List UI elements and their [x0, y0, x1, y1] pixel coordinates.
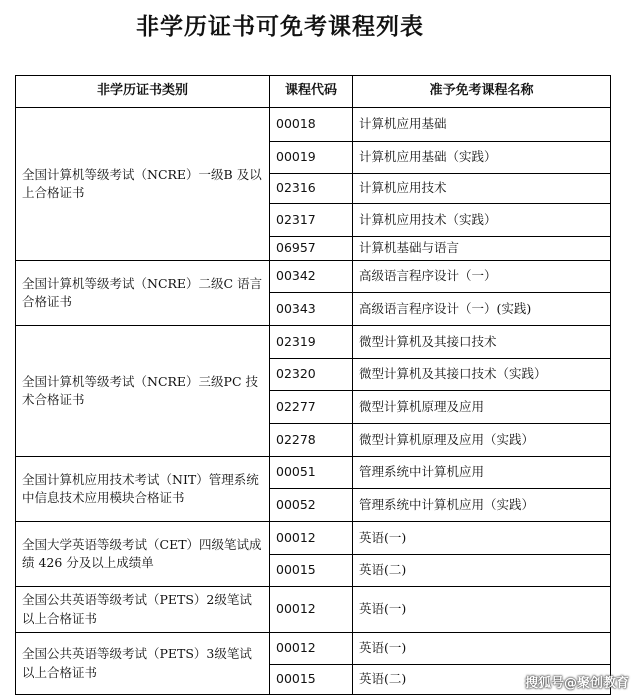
- course-name: 微型计算机及其接口技术（实践）: [353, 359, 611, 391]
- course-name: 英语(一): [353, 522, 611, 555]
- course-code: 00343: [270, 293, 353, 326]
- watermark: 搜狐号@聚创教育: [524, 676, 629, 691]
- certificate-category: 全国大学英语等级考试（CET）四级笔试成绩 426 分及以上成绩单: [16, 522, 270, 587]
- course-code: 06957: [270, 237, 353, 261]
- table-row: [16, 326, 611, 359]
- certificate-category: 全国计算机应用技术考试（NIT）管理系统中信息技术应用模块合格证书: [16, 457, 270, 522]
- course-name: 英语(二): [353, 555, 611, 587]
- course-code: 00019: [270, 142, 353, 174]
- table-row: [16, 587, 611, 633]
- course-name: 计算机应用技术（实践）: [353, 204, 611, 237]
- page-title: 非学历证书可免考课程列表: [136, 14, 424, 40]
- course-code: 00342: [270, 261, 353, 293]
- course-code: 02316: [270, 174, 353, 204]
- course-name: 微型计算机原理及应用: [353, 391, 611, 424]
- course-name: 管理系统中计算机应用: [353, 457, 611, 489]
- header-course: 准予免考课程名称: [353, 76, 611, 108]
- course-name: 计算机应用技术: [353, 174, 611, 204]
- table-row: [16, 522, 611, 555]
- course-code: 00015: [270, 555, 353, 587]
- course-name: 微型计算机及其接口技术: [353, 326, 611, 359]
- header-category: 非学历证书类别: [16, 76, 270, 108]
- course-code: 02277: [270, 391, 353, 424]
- certificate-category: 全国公共英语等级考试（PETS）3级笔试以上合格证书: [16, 633, 270, 695]
- table-row: [16, 457, 611, 489]
- course-name: 英语(二): [353, 665, 611, 695]
- table-row: [16, 261, 611, 293]
- course-name: 高级语言程序设计（一）: [353, 261, 611, 293]
- certificate-category: 全国计算机等级考试（NCRE）三级PC 技术合格证书: [16, 326, 270, 457]
- certificate-category: 全国计算机等级考试（NCRE）一级B 及以上合格证书: [16, 108, 270, 261]
- course-name: 管理系统中计算机应用（实践）: [353, 489, 611, 522]
- course-code: 00052: [270, 489, 353, 522]
- course-name: 高级语言程序设计（一）(实践): [353, 293, 611, 326]
- course-code: 02278: [270, 424, 353, 457]
- course-name: 英语(一): [353, 587, 611, 633]
- course-code: 00012: [270, 633, 353, 665]
- table-row: [16, 633, 611, 665]
- course-code: 02320: [270, 359, 353, 391]
- course-code: 00018: [270, 108, 353, 142]
- course-code: 02317: [270, 204, 353, 237]
- exemption-table: [15, 75, 611, 695]
- certificate-category: 全国计算机等级考试（NCRE）二级C 语言合格证书: [16, 261, 270, 326]
- table-row: [16, 108, 611, 142]
- header-code: 课程代码: [270, 76, 353, 108]
- course-name: 微型计算机原理及应用（实践）: [353, 424, 611, 457]
- course-code: 00015: [270, 665, 353, 695]
- course-name: 英语(一): [353, 633, 611, 665]
- course-code: 02319: [270, 326, 353, 359]
- course-code: 00012: [270, 587, 353, 633]
- course-code: 00051: [270, 457, 353, 489]
- course-name: 计算机应用基础（实践）: [353, 142, 611, 174]
- course-name: 计算机基础与语言: [353, 237, 611, 261]
- course-code: 00012: [270, 522, 353, 555]
- certificate-category: 全国公共英语等级考试（PETS）2级笔试以上合格证书: [16, 587, 270, 633]
- course-name: 计算机应用基础: [353, 108, 611, 142]
- table-header-row: [16, 76, 611, 108]
